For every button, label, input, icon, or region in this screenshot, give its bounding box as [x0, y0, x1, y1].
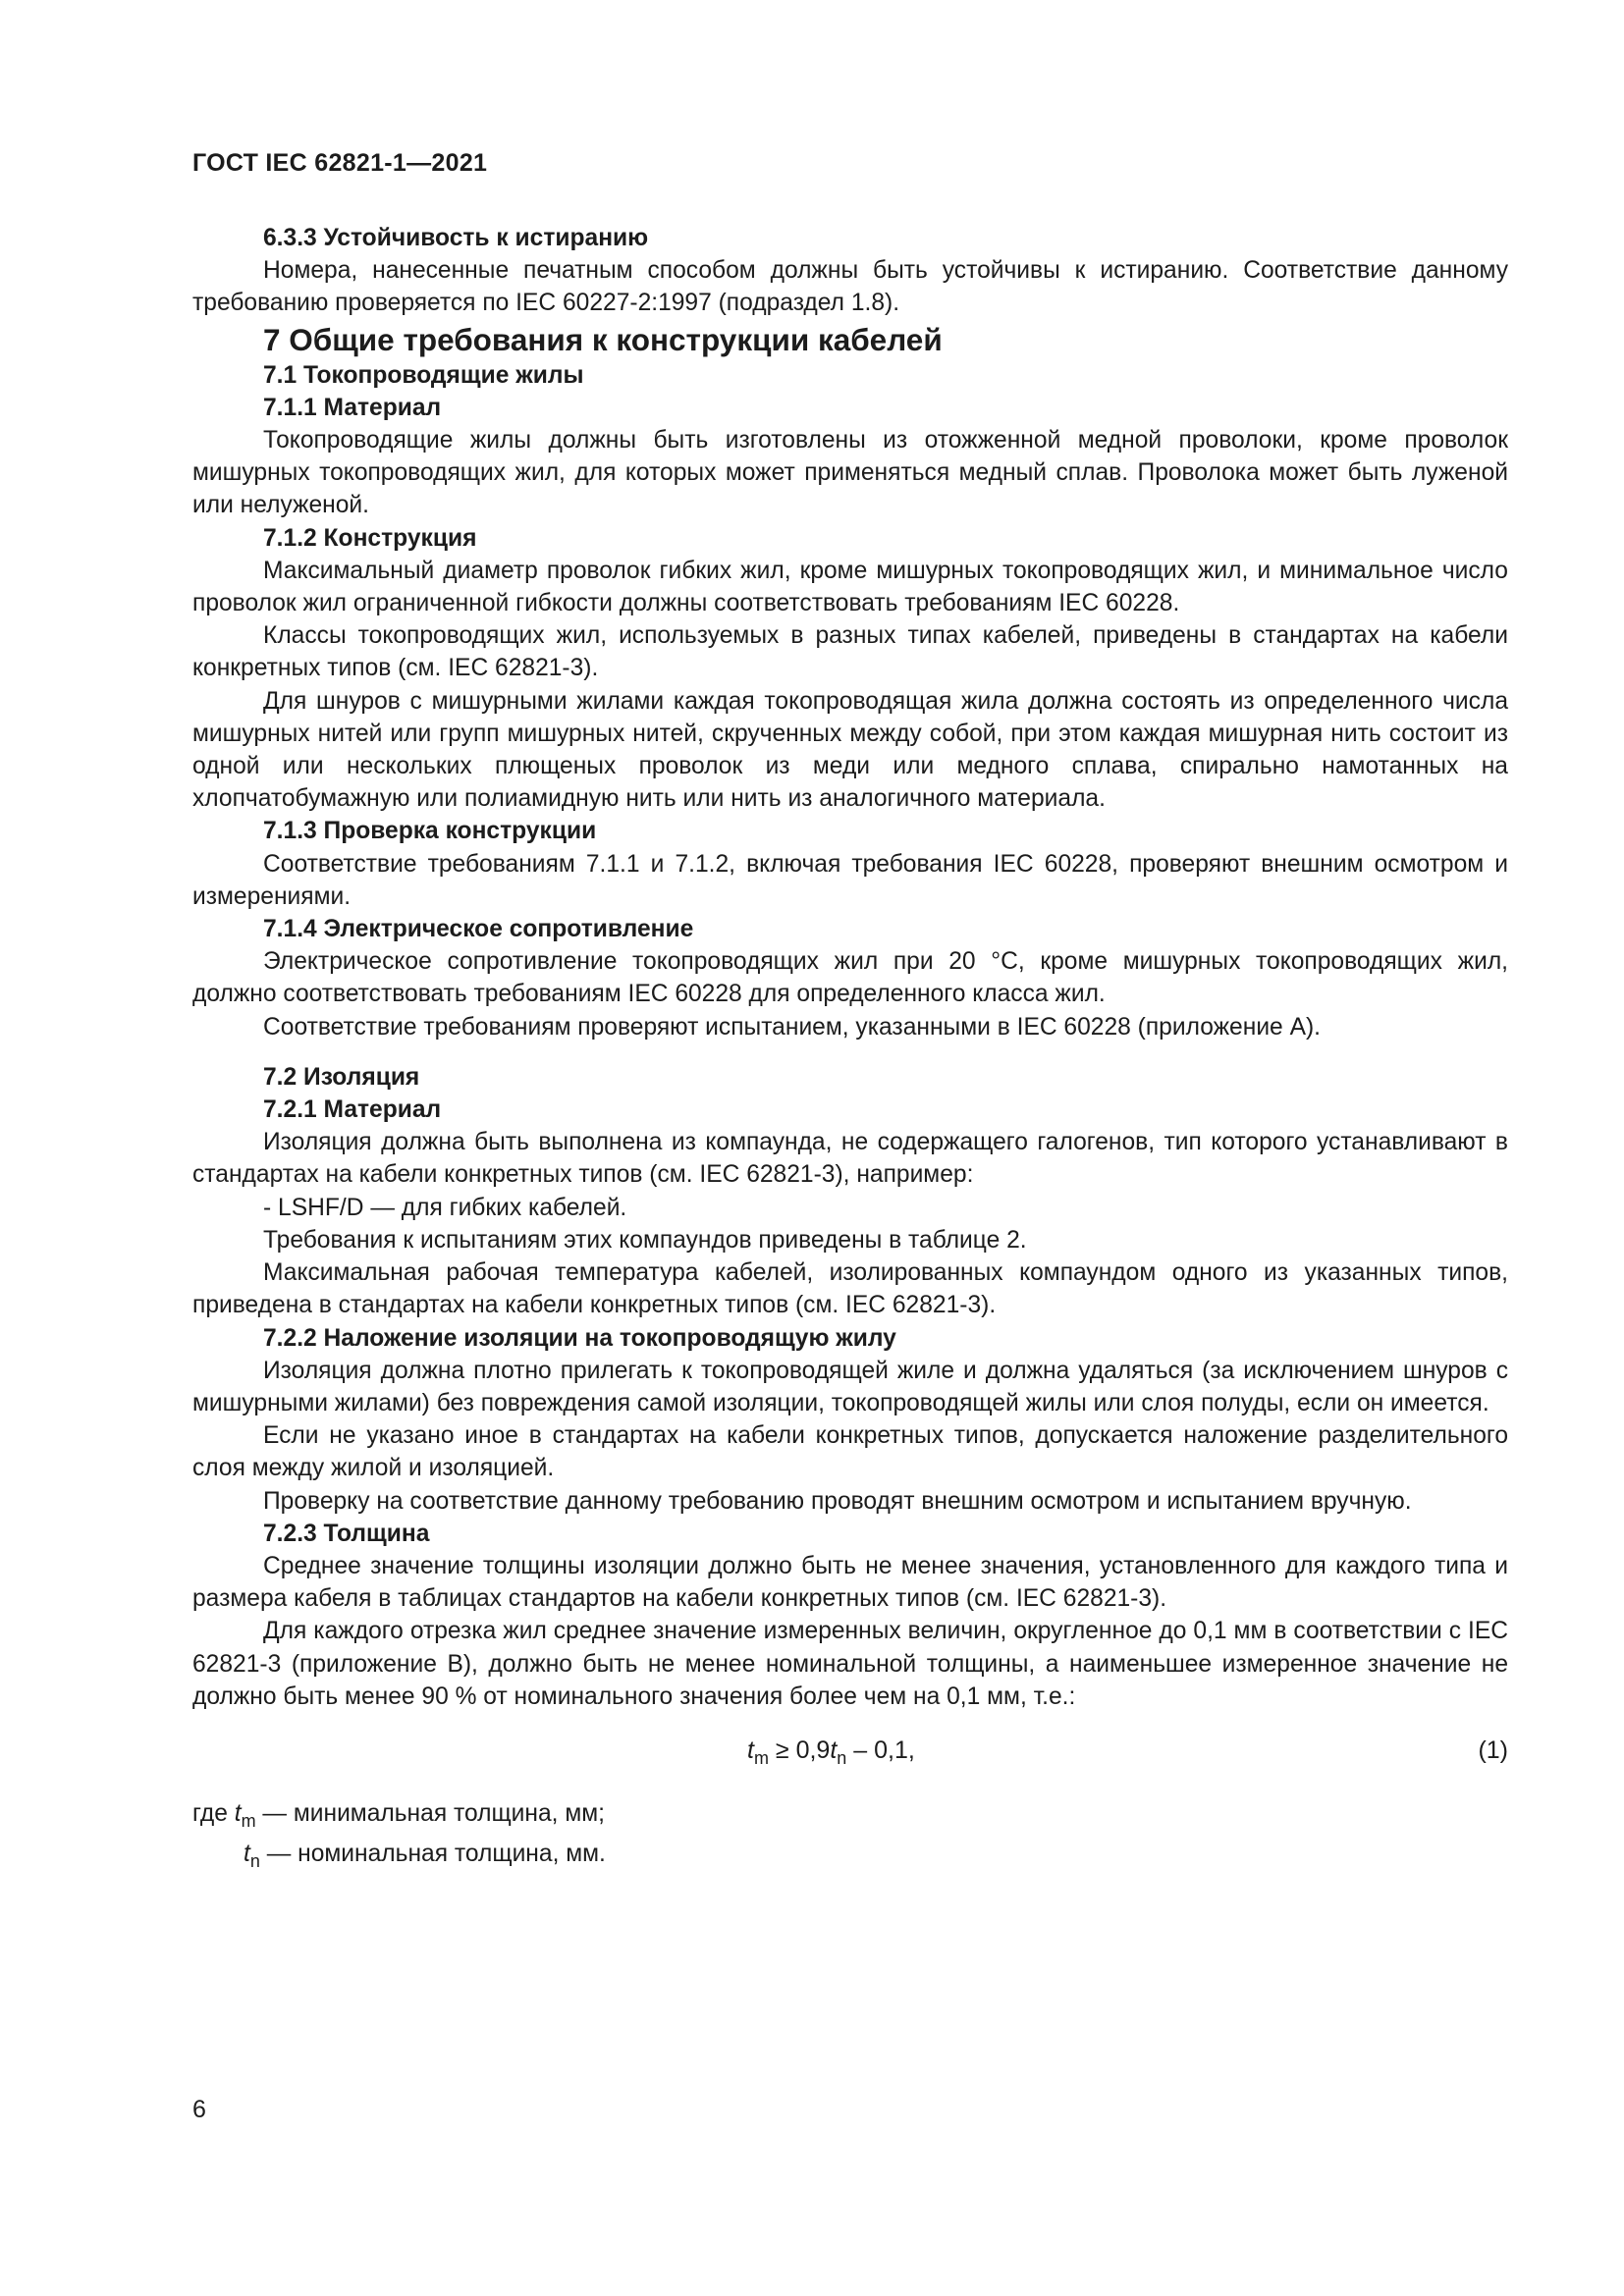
formula-1: [192, 1735, 1508, 1772]
section-7-1-4-paragraph-2: Соответствие требованиям проверяют испытанием, указанными в IEC 60228 (приложение А).: [263, 1013, 1321, 1041]
section-7-2-1-list-item: - LSHF/D — для гибких кабелей.: [263, 1194, 627, 1221]
section-7-1-2-paragraph-2: Классы токопроводящих жил, используемых в разных типах кабелей, приведены в стандартах на кабели конкретных типов (см. IEC 62821-3).: [192, 622, 1508, 682]
section-7-title: 7 Общие требования к конструкции кабелей: [263, 321, 943, 357]
section-7-2-1-paragraph-2: Требования к испытаниям этих компаундов приведены в таблице 2.: [263, 1226, 1027, 1254]
section-6-3-3-paragraph: Номера, нанесенные печатным способом должны быть устойчивы к истиранию. Соответствие данному требованию проверяется по IEC 60227-2:1997 (подраздел 1.8).: [192, 257, 1508, 317]
where-definition-tm: где $t_m$ — минимальная толщина, мм;: [192, 1799, 605, 1831]
formula-expression: $t_m \ge 0,9t_n - 0,1$,: [747, 1735, 915, 1768]
formula-number: (1): [1478, 1735, 1508, 1764]
section-7-2-1-paragraph-3: Максимальная рабочая температура кабелей, изолированных компаундом одного из указанных типов, приведена в стандартах на кабели конкретных типов (см. IEC 62821-3).: [192, 1259, 1508, 1319]
section-7-2-2-title: 7.2.2 Наложение изоляции на токопроводящую жилу: [263, 1324, 896, 1352]
section-7-1-4-paragraph-1: Электрическое сопротивление токопроводящих жил при 20 °С, кроме мишурных токопроводящих жил, должно соответствовать требованиям IEC 60228 для определенного класса жил.: [192, 948, 1508, 1008]
section-7-1-4-title: 7.1.4 Электрическое сопротивление: [263, 916, 694, 943]
section-7-2-1-title: 7.2.1 Материал: [263, 1096, 442, 1124]
section-7-1-2-title: 7.1.2 Конструкция: [263, 524, 477, 552]
section-7-2-2-paragraph-2: Если не указано иное в стандартах на кабели конкретных типов, допускается наложение разделительного слоя между жилой и изоляцией.: [192, 1422, 1508, 1482]
where-definition-tn: $t_n$ — номинальная толщина, мм.: [244, 1841, 606, 1872]
section-7-2-2-paragraph-1: Изоляция должна плотно прилегать к токопроводящей жиле и должна удаляться (за исключением шнуров с мишурными жилами) без повреждения самой изоляции, токопроводящей жилы или слоя полуды, если он имеется.: [192, 1357, 1508, 1416]
section-7-1-1-title: 7.1.1 Материал: [263, 394, 442, 421]
section-7-1-3-title: 7.1.3 Проверка конструкции: [263, 818, 597, 845]
document-header: ГОСТ IEC 62821-1—2021: [192, 149, 488, 177]
section-7-2-3-paragraph-1: Среднее значение толщины изоляции должно быть не менее значения, установленного для каждого типа и размера кабеля в таблицах стандартов на кабели конкретных типов (см. IEC 62821-3).: [192, 1552, 1508, 1613]
section-6-3-3-title: 6.3.3 Устойчивость к истиранию: [263, 225, 649, 251]
section-7-1-2-paragraph-1: Максимальный диаметр проволок гибких жил, кроме мишурных токопроводящих жил, и минимальное число проволок жил ограниченной гибкости должны соответствовать требованиям IEC 60228.: [192, 557, 1508, 617]
section-7-1-1-paragraph: Токопроводящие жилы должны быть изготовлены из отожженной медной проволоки, кроме проволок мишурных токопроводящих жил, для которых может применяться медный сплав. Проволока может быть луженой или нелуженой.: [192, 427, 1508, 519]
section-7-2-title: 7.2 Изоляция: [263, 1063, 420, 1091]
page-number: 6: [192, 2096, 206, 2123]
section-7-2-3-title: 7.2.3 Толщина: [263, 1520, 430, 1547]
section-7-1-title: 7.1 Токопроводящие жилы: [263, 361, 584, 389]
section-7-2-1-paragraph-1: Изоляция должна быть выполнена из компаунда, не содержащего галогенов, тип которого устанавливают в стандартах на кабели конкретных типов (см. IEC 62821-3), например:: [192, 1129, 1508, 1189]
section-7-2-3-paragraph-2: Для каждого отрезка жил среднее значение измеренных величин, округленное до 0,1 мм в соответствии с IEC 62821-3 (приложение В), должно быть не менее номинальной толщины, а наименьшее измеренное значение не должно быть менее 90 % от номинального значения более чем на 0,1 мм, т.е.:: [192, 1618, 1508, 1710]
section-7-2-2-paragraph-3: Проверку на соответствие данному требованию проводят внешним осмотром и испытанием вручную.: [263, 1487, 1412, 1515]
section-7-1-2-paragraph-3: Для шнуров с мишурными жилами каждая токопроводящая жила должна состоять из определенного числа мишурных нитей или групп мишурных нитей, скрученных между собой, при этом каждая мишурная нить состоит из одной или нескольких плющеных проволок из меди или медного сплава, спирально намотанных на хлопчатобумажную или полиамидную нить или нить из аналогичного материала.: [192, 687, 1508, 813]
section-7-1-3-paragraph: Соответствие требованиям 7.1.1 и 7.1.2, включая требования IEC 60228, проверяют внешним осмотром и измерениями.: [192, 850, 1508, 910]
page-body: [192, 222, 1508, 1878]
